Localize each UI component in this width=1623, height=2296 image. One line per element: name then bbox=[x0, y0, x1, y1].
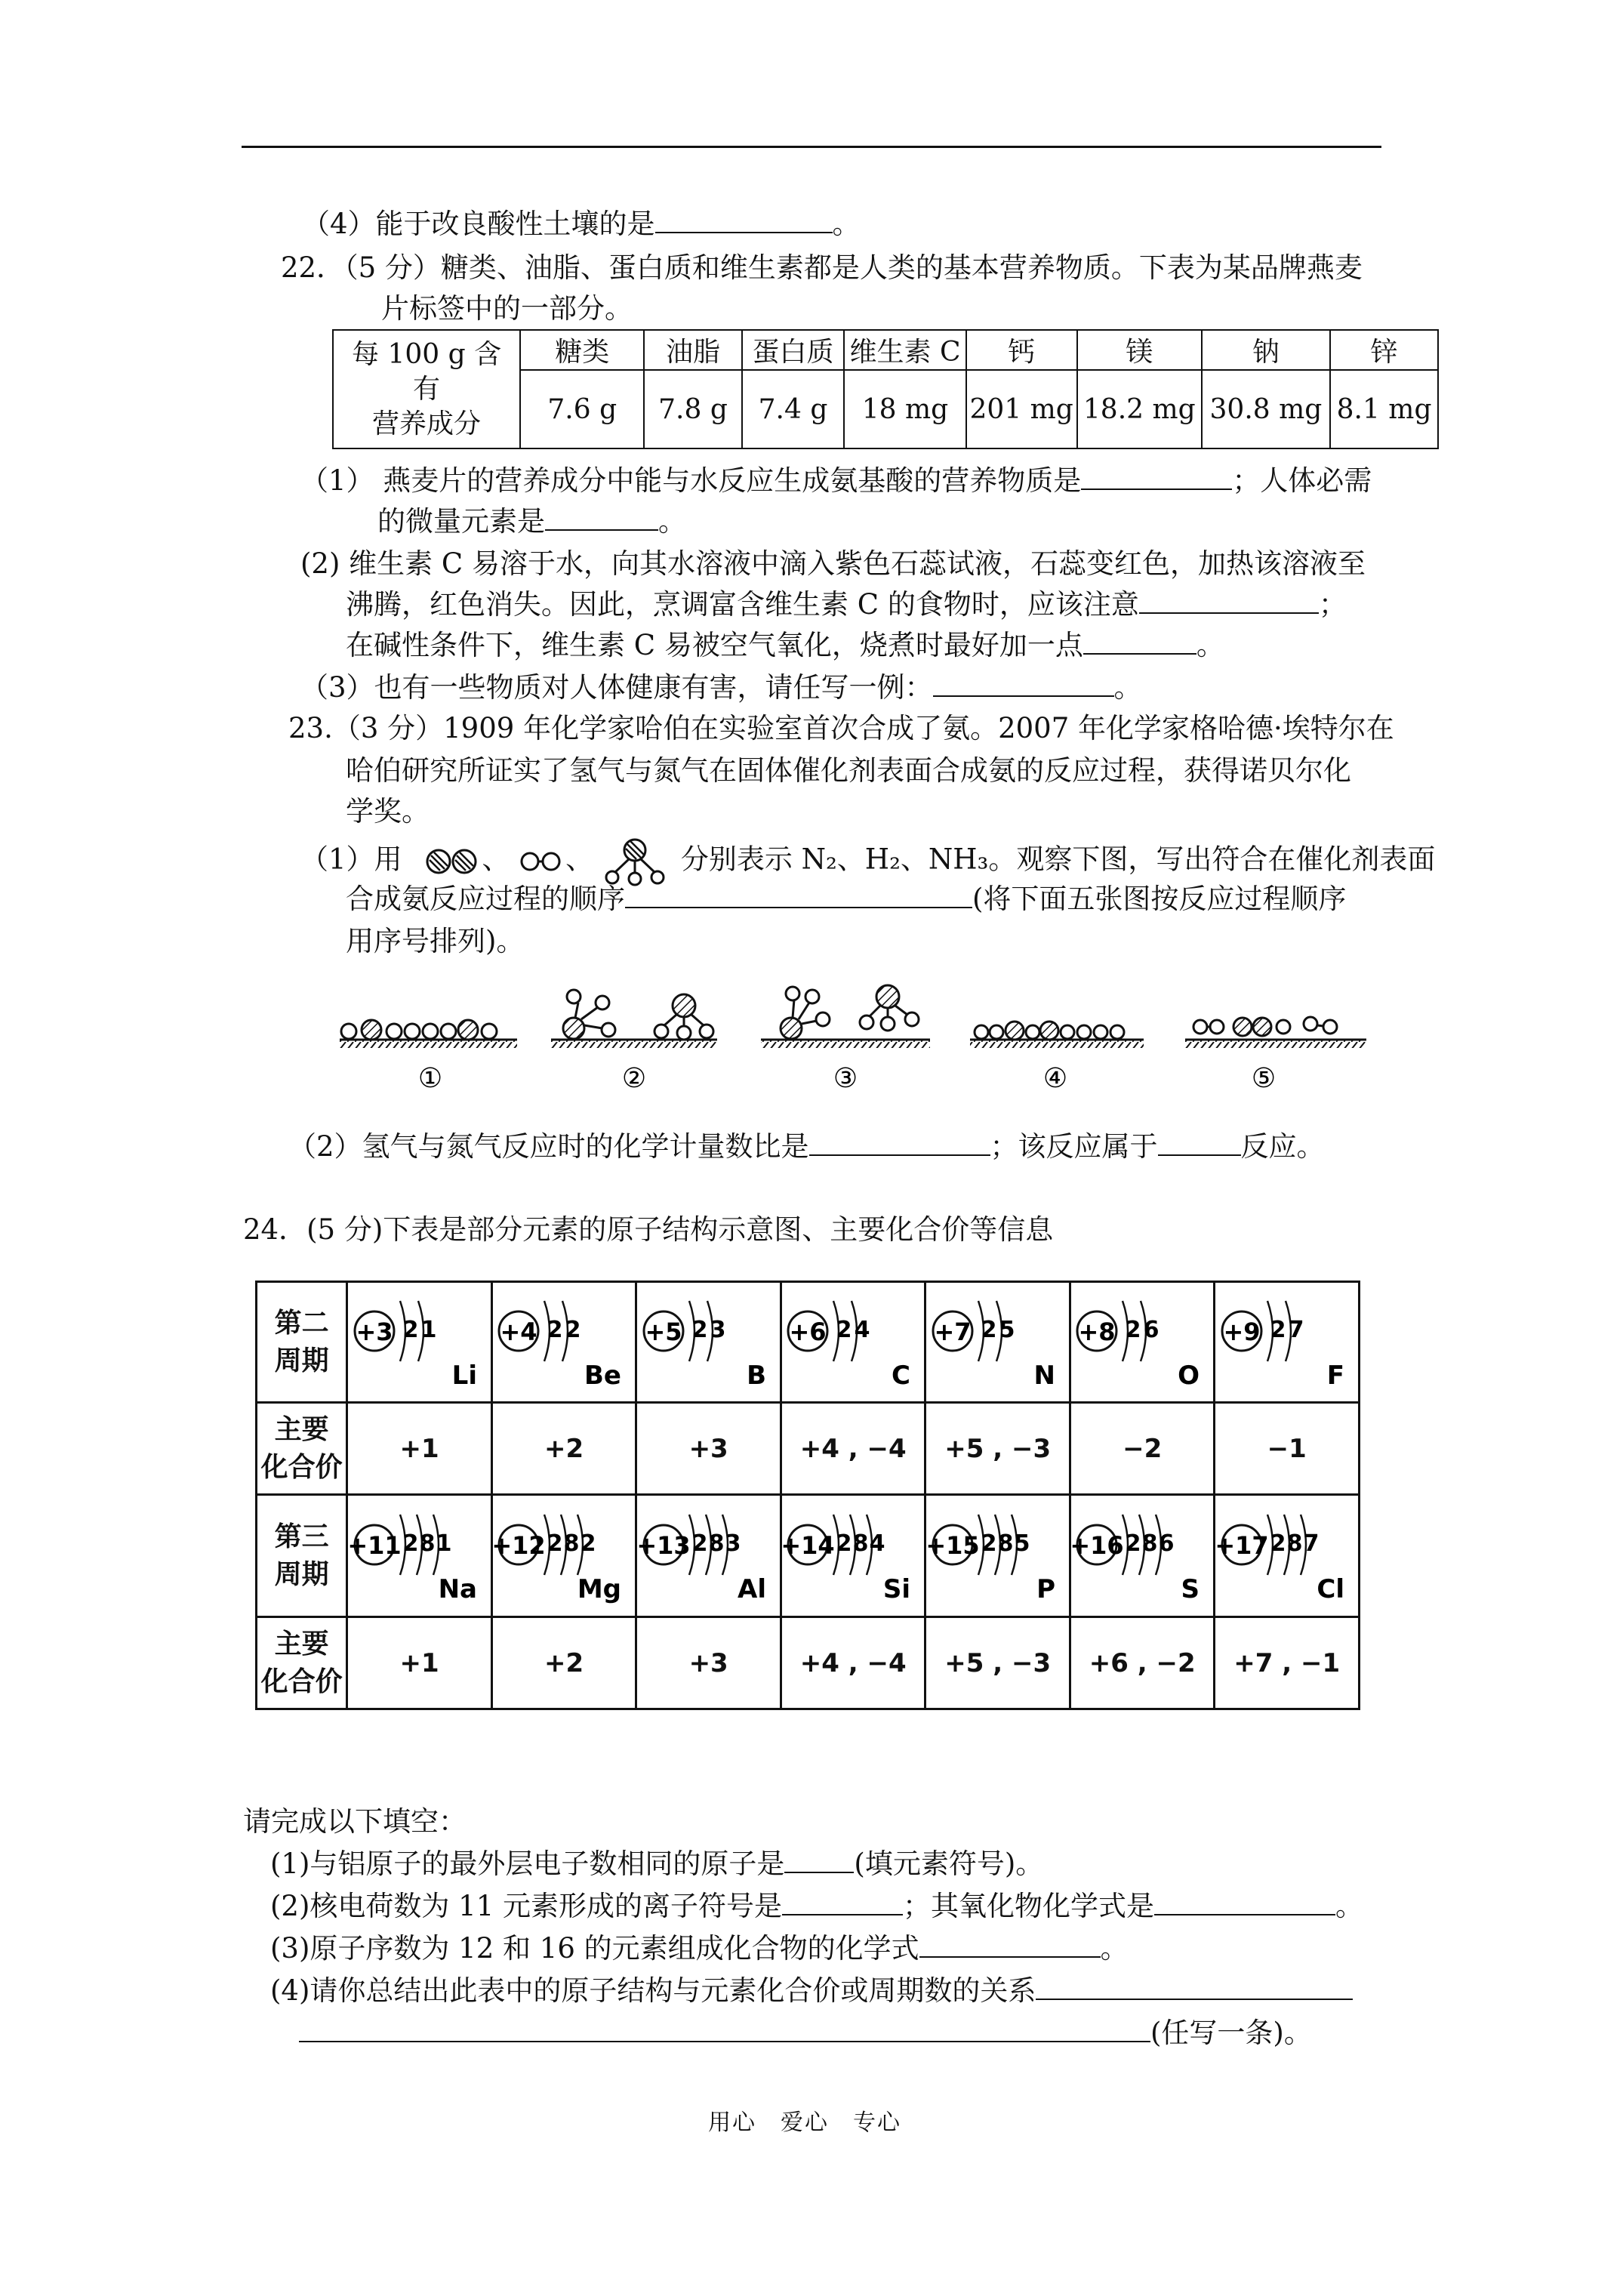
atom-structure-na bbox=[347, 1495, 492, 1617]
header-rule bbox=[242, 146, 1381, 148]
atom-structure-si bbox=[781, 1495, 925, 1617]
nuclear-charge: +9 bbox=[1223, 1317, 1261, 1346]
fill-item-2: (2)核电荷数为 11 元素形成的离子符号是 ；其氧化物化学式是 。 bbox=[270, 1890, 1364, 1922]
atom-structure-mg bbox=[491, 1495, 636, 1617]
atom-diagram bbox=[493, 1498, 635, 1611]
page-footer: 用心 爱心 专心 bbox=[708, 2110, 901, 2136]
n2-molecule-icon bbox=[424, 848, 482, 875]
reaction-step-1 bbox=[340, 1020, 517, 1048]
valence-value: +3 bbox=[636, 1617, 781, 1709]
shell-electrons: 5 bbox=[1014, 1530, 1030, 1557]
q23-part1-line2: 合成氨反应过程的顺序 (将下面五张图按反应过程顺序 bbox=[346, 883, 1347, 915]
atom-structure-p bbox=[925, 1495, 1070, 1617]
element-table bbox=[255, 1281, 1360, 1710]
shell-electrons: 1 bbox=[420, 1316, 437, 1343]
valence-value: +5 , −3 bbox=[925, 1617, 1070, 1709]
shell-electrons: 8 bbox=[1141, 1530, 1158, 1557]
reaction-step-4 bbox=[970, 1022, 1144, 1048]
element-symbol: Al bbox=[737, 1573, 766, 1604]
shell-electrons: 2 bbox=[1270, 1530, 1286, 1557]
atom-structure-f bbox=[1215, 1282, 1360, 1403]
answer-blank[interactable] bbox=[919, 1931, 1101, 1958]
atom-structure-n bbox=[925, 1282, 1070, 1403]
row-label-valence: 主要 化合价 bbox=[257, 1617, 347, 1709]
valence-value: +7 , −1 bbox=[1215, 1617, 1360, 1709]
shell-electrons: 7 bbox=[1288, 1316, 1304, 1343]
shell-electrons: 2 bbox=[1125, 1530, 1141, 1557]
atom-diagram bbox=[638, 1284, 780, 1398]
answer-blank[interactable] bbox=[933, 670, 1114, 697]
nutrient-header: 蛋白质 bbox=[742, 330, 845, 370]
shell-electrons: 4 bbox=[869, 1530, 885, 1557]
shell-electrons: 8 bbox=[852, 1530, 869, 1557]
nuclear-charge: +14 bbox=[782, 1530, 835, 1560]
nutrient-header: 钙 bbox=[966, 330, 1077, 370]
shell-electrons: 8 bbox=[708, 1530, 725, 1557]
atom-diagram bbox=[782, 1284, 924, 1398]
shell-electrons: 3 bbox=[725, 1530, 741, 1557]
nutrient-value: 18.2 mg bbox=[1077, 370, 1202, 448]
shell-electrons: 2 bbox=[580, 1530, 596, 1557]
nutrient-value: 18 mg bbox=[844, 370, 965, 448]
element-symbol: N bbox=[1033, 1360, 1055, 1391]
shell-electrons: 2 bbox=[402, 1530, 419, 1557]
atom-diagram bbox=[493, 1284, 635, 1398]
shell-electrons: 2 bbox=[547, 1530, 563, 1557]
answer-blank[interactable] bbox=[1081, 463, 1232, 490]
q22-stem-line1: 22．（5 分）糖类、油脂、蛋白质和维生素都是人类的基本营养物质。下表为某品牌燕麦 bbox=[281, 251, 1363, 284]
fill-item-4: (4)请你总结出此表中的原子结构与元素化合价或周期数的关系 bbox=[270, 1972, 1353, 2010]
shell-electrons: 7 bbox=[1303, 1530, 1320, 1557]
step-label: ① bbox=[417, 1063, 443, 1094]
shell-electrons: 2 bbox=[981, 1316, 997, 1343]
q23-stem-line3: 学奖。 bbox=[346, 795, 430, 827]
fill-item-1: (1)与铝原子的最外层电子数相同的原子是 (填元素符号)。 bbox=[270, 1848, 1044, 1880]
q23-part2: （2）氢气与氮气反应时的化学计量数比是 ；该反应属于 反应。 bbox=[288, 1130, 1325, 1163]
row-label-period-2: 第二 周期 bbox=[257, 1282, 347, 1403]
shell-electrons: 2 bbox=[1270, 1316, 1286, 1343]
atom-structure-li bbox=[347, 1282, 492, 1403]
row-label-period-3: 第三 周期 bbox=[257, 1495, 347, 1617]
q22-part2-line3: 在碱性条件下，维生素 C 易被空气氧化，烧煮时最好加一点 。 bbox=[346, 629, 1224, 661]
fill-intro: 请完成以下填空： bbox=[243, 1805, 467, 1838]
shell-electrons: 8 bbox=[997, 1530, 1014, 1557]
q21-item4: （4）能于改良酸性土壤的是 。 bbox=[302, 208, 861, 240]
nuclear-charge: +11 bbox=[348, 1530, 402, 1560]
answer-blank[interactable] bbox=[1083, 627, 1196, 655]
valence-value: +6 , −2 bbox=[1070, 1617, 1215, 1709]
nutrient-header: 维生素 C bbox=[844, 330, 965, 370]
q23-part1-line1: （1）用 、 、 分别表示 N₂、H₂、NH₃。观察下图，写出符合在催化剂表面 bbox=[300, 837, 1435, 886]
nuclear-charge: +4 bbox=[500, 1317, 537, 1346]
answer-blank[interactable] bbox=[625, 881, 972, 908]
shell-electrons: 2 bbox=[691, 1530, 708, 1557]
answer-blank[interactable] bbox=[1036, 1973, 1353, 2000]
atom-structure-s bbox=[1070, 1495, 1215, 1617]
atom-structure-c bbox=[781, 1282, 925, 1403]
shell-electrons: 2 bbox=[1125, 1316, 1141, 1343]
atom-structure-o bbox=[1070, 1282, 1215, 1403]
valence-value: +2 bbox=[491, 1617, 636, 1709]
nuclear-charge: +8 bbox=[1078, 1317, 1116, 1346]
nutrient-value: 8.1 mg bbox=[1330, 370, 1438, 448]
nuclear-charge: +5 bbox=[645, 1317, 682, 1346]
fill-item-3: (3)原子序数为 12 和 16 的元素组成化合物的化学式 。 bbox=[270, 1932, 1129, 1965]
atom-diagram bbox=[1071, 1498, 1213, 1611]
shell-electrons: 8 bbox=[563, 1530, 580, 1557]
nutrition-table bbox=[332, 329, 1439, 449]
element-symbol: Si bbox=[883, 1573, 911, 1604]
element-symbol: P bbox=[1036, 1573, 1055, 1604]
answer-blank[interactable] bbox=[1139, 587, 1319, 614]
element-symbol: Be bbox=[584, 1360, 622, 1391]
nutrient-value: 201 mg bbox=[966, 370, 1077, 448]
fill-item-4-cont: (任写一条)。 bbox=[299, 2014, 1312, 2052]
valence-value: +1 bbox=[347, 1617, 492, 1709]
reaction-step-5 bbox=[1185, 1017, 1366, 1048]
nutrient-value: 7.6 g bbox=[520, 370, 644, 448]
shell-electrons: 2 bbox=[547, 1316, 563, 1343]
q23-stem-line1: 23.（3 分）1909 年化学家哈伯在实验室首次合成了氨。2007 年化学家格哈德·埃特尔在 bbox=[288, 712, 1394, 744]
reaction-step-3 bbox=[761, 985, 930, 1048]
q24-stem: 24．(5 分)下表是部分元素的原子结构示意图、主要化合价等信息 bbox=[243, 1213, 1054, 1246]
step-label: ③ bbox=[833, 1063, 858, 1094]
nuclear-charge: +17 bbox=[1215, 1530, 1269, 1560]
element-symbol: S bbox=[1181, 1573, 1200, 1604]
atom-structure-be bbox=[491, 1282, 636, 1403]
nuclear-charge: +16 bbox=[1071, 1530, 1124, 1560]
valence-value: −2 bbox=[1070, 1403, 1215, 1495]
step-label: ② bbox=[621, 1063, 647, 1094]
valence-value: +2 bbox=[491, 1403, 636, 1495]
nuclear-charge: +12 bbox=[493, 1530, 546, 1560]
atom-diagram bbox=[1216, 1498, 1358, 1611]
answer-blank[interactable] bbox=[545, 504, 658, 531]
nuclear-charge: +3 bbox=[356, 1317, 393, 1346]
valence-value: +1 bbox=[347, 1403, 492, 1495]
nutrient-header: 糖类 bbox=[520, 330, 644, 370]
atom-diagram bbox=[927, 1284, 1069, 1398]
q23-part1-line3: 用序号排列)。 bbox=[346, 925, 525, 957]
nutrient-value: 7.4 g bbox=[742, 370, 845, 448]
q22-part1-line1: （1） 燕麦片的营养成分中能与水反应生成氨基酸的营养物质是 ；人体必需 bbox=[300, 464, 1372, 497]
atom-structure-cl bbox=[1215, 1495, 1360, 1617]
nutrient-header: 锌 bbox=[1330, 330, 1438, 370]
nutrient-value: 7.8 g bbox=[644, 370, 741, 448]
valence-value: +4 , −4 bbox=[781, 1403, 925, 1495]
shell-electrons: 2 bbox=[402, 1316, 419, 1343]
answer-blank[interactable] bbox=[784, 1846, 854, 1873]
nh3-molecule-icon bbox=[602, 837, 667, 886]
shell-electrons: 2 bbox=[836, 1316, 852, 1343]
nuclear-charge: +13 bbox=[637, 1530, 691, 1560]
q22-part2-line1: (2) 维生素 C 易溶于水，向其水溶液中滴入紫色石蕊试液，石蕊变红色，加热该溶液至 bbox=[300, 547, 1366, 580]
shell-electrons: 5 bbox=[999, 1316, 1015, 1343]
shell-electrons: 8 bbox=[419, 1530, 436, 1557]
element-symbol: F bbox=[1326, 1360, 1344, 1391]
element-symbol: B bbox=[746, 1360, 766, 1391]
shell-electrons: 2 bbox=[565, 1316, 581, 1343]
atom-diagram bbox=[927, 1498, 1069, 1611]
valence-value: +3 bbox=[636, 1403, 781, 1495]
element-symbol: Na bbox=[438, 1573, 477, 1604]
shell-electrons: 3 bbox=[710, 1316, 726, 1343]
row-label-valence: 主要 化合价 bbox=[257, 1403, 347, 1495]
nutrient-value: 30.8 mg bbox=[1202, 370, 1330, 448]
atom-structure-b bbox=[636, 1282, 781, 1403]
atom-diagram bbox=[1216, 1284, 1358, 1398]
atom-diagram bbox=[349, 1498, 491, 1611]
atom-diagram bbox=[638, 1498, 780, 1611]
atom-structure-al bbox=[636, 1495, 781, 1617]
answer-blank[interactable] bbox=[809, 1129, 990, 1156]
shell-electrons: 8 bbox=[1286, 1530, 1303, 1557]
valence-value: −1 bbox=[1215, 1403, 1360, 1495]
nuclear-charge: +7 bbox=[934, 1317, 972, 1346]
valence-value: +5 , −3 bbox=[925, 1403, 1070, 1495]
h2-molecule-icon bbox=[519, 850, 565, 873]
shell-electrons: 2 bbox=[691, 1316, 708, 1343]
q22-stem-line2: 片标签中的一部分。 bbox=[381, 292, 633, 325]
valence-value: +4 , −4 bbox=[781, 1617, 925, 1709]
shell-electrons: 6 bbox=[1143, 1316, 1160, 1343]
element-symbol: Mg bbox=[577, 1573, 622, 1604]
nuclear-charge: +15 bbox=[926, 1530, 980, 1560]
element-symbol: O bbox=[1178, 1360, 1200, 1391]
shell-electrons: 4 bbox=[854, 1316, 870, 1343]
nutrient-header: 油脂 bbox=[644, 330, 741, 370]
step-label: ⑤ bbox=[1251, 1063, 1277, 1094]
reaction-step-2 bbox=[551, 990, 717, 1048]
nutrient-header: 镁 bbox=[1077, 330, 1202, 370]
atom-diagram bbox=[1071, 1284, 1213, 1398]
element-symbol: Li bbox=[451, 1360, 477, 1391]
reaction-process-diagram bbox=[332, 974, 1404, 1095]
answer-blank[interactable] bbox=[299, 2015, 1150, 2042]
nuclear-charge: +6 bbox=[789, 1317, 827, 1346]
atom-diagram bbox=[782, 1498, 924, 1611]
nutrient-header: 钠 bbox=[1202, 330, 1330, 370]
q22-part1-line2: 的微量元素是 。 bbox=[377, 505, 686, 538]
q22-part2-line2: 沸腾，红色消失。因此，烹调富含维生素 C 的食物时，应该注意 ； bbox=[346, 588, 1347, 621]
element-symbol: Cl bbox=[1317, 1573, 1344, 1604]
answer-blank[interactable] bbox=[1154, 1888, 1335, 1915]
answer-blank[interactable] bbox=[1158, 1129, 1241, 1156]
shell-electrons: 2 bbox=[981, 1530, 997, 1557]
element-symbol: C bbox=[892, 1360, 911, 1391]
q22-part3: （3）也有一些物质对人体健康有害，请任写一例： 。 bbox=[300, 671, 1142, 704]
shell-electrons: 2 bbox=[836, 1530, 852, 1557]
shell-electrons: 1 bbox=[436, 1530, 452, 1557]
answer-blank[interactable] bbox=[782, 1888, 903, 1915]
step-label: ④ bbox=[1042, 1063, 1068, 1094]
atom-diagram bbox=[349, 1284, 491, 1398]
nutrition-row-header: 每 100 g 含 有 营养成分 bbox=[333, 330, 520, 448]
answer-blank[interactable] bbox=[655, 206, 833, 233]
shell-electrons: 6 bbox=[1158, 1530, 1175, 1557]
q23-stem-line2: 哈伯研究所证实了氢气与氮气在固体催化剂表面合成氨的反应过程，获得诺贝尔化 bbox=[346, 754, 1351, 787]
